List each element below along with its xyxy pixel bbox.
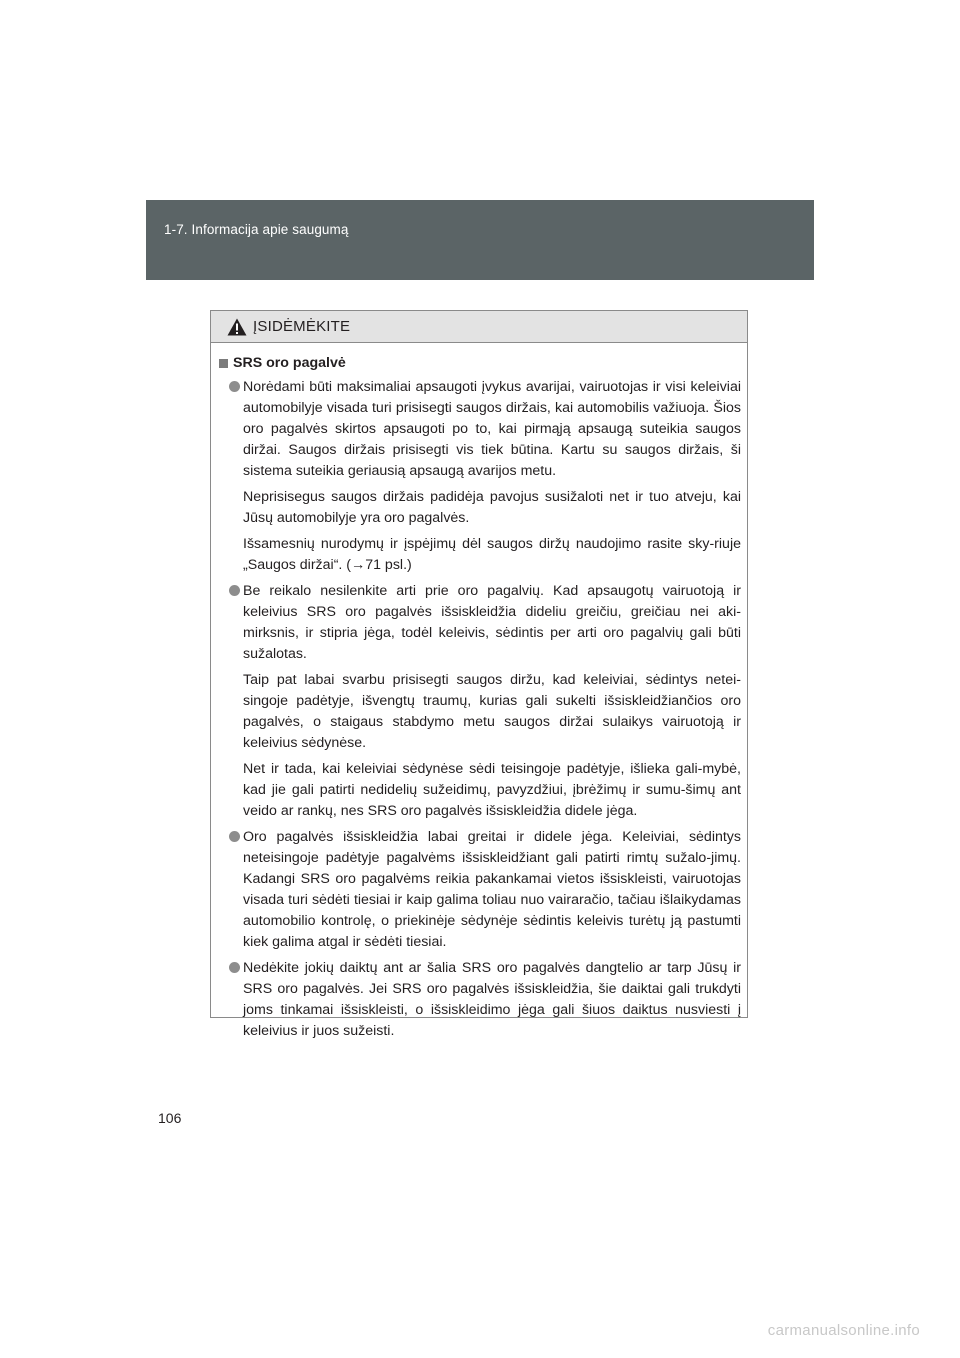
paragraph: Neprisisegus saugos diržais padidėja pavojus susižaloti net ir tuo atveju, kai Jūsų automobilyje yra oro pagalvės. <box>243 489 741 526</box>
page-number: 106 <box>158 1110 182 1126</box>
paragraph: Taip pat labai svarbu prisisegti saugos diržu, kad keleiviai, sėdintys netei-singoje padėtyje, išvengtų traumų, kurias gali sukelti išsiskleidžiančios oro pagalvės, o staigaus stabdymo metu saugos diržai sulaikys vairuotoją ir keleivius sėdynėse. <box>243 672 741 751</box>
caution-item <box>219 581 741 822</box>
paragraph: Be reikalo nesilenkite arti prie oro pagalvių. Kad apsaugotų vairuotoją ir keleivius SRS oro pagalvės išsiskleidžia dideliu greičiu, greičiau nei aki-mirksnis, ir stipria jėga, todėl keleivis, sėdintis per arti oro pagalvių gali būti sužalotas. <box>243 583 741 662</box>
watermark: carmanualsonline.info <box>767 1322 920 1339</box>
caution-topic-label: SRS oro pagalvė <box>233 355 346 371</box>
section-title: 1-7. Informacija apie saugumą <box>164 222 349 237</box>
paragraph: Nedėkite jokių daiktų ant ar šalia SRS oro pagalvės dangtelio ar tarp Jūsų ir SRS oro pagalvės. Jei SRS oro pagalvės išsiskleidžia, šie daiktai gali trukdyti joms tinkamai išsiskleisti, o išsiskleidimo jėga gali šiuos daiktus nusviesti į keleivius ir juos sužeisti. <box>243 960 741 1039</box>
round-bullet-icon <box>229 831 240 842</box>
section-header-band <box>146 200 814 280</box>
square-bullet-icon <box>219 359 228 368</box>
caution-title: ĮSIDĖMĖKITE <box>253 318 351 335</box>
paragraph: Norėdami būti maksimaliai apsaugoti įvykus avarijai, vairuotojas ir visi keleiviai automobilyje visada turi prisisegti saugos diržais, kai automobilis važiuoja. Šios oro pagalvės skirtos apsaugoti po to, kai pirmąją apsaugą suteikia saugos diržai. Saugos diržais prisisegti vis tiek būtina. Kartu su saugos diržais, ši sistema suteikia geriausią apsaugą avarijos metu. <box>243 379 741 479</box>
caution-body <box>211 343 747 1042</box>
caution-item <box>219 377 741 576</box>
caution-item <box>219 827 741 953</box>
warning-triangle-icon <box>227 318 247 336</box>
round-bullet-icon <box>229 381 240 392</box>
round-bullet-icon <box>229 962 240 973</box>
paragraph: Išsamesnių nurodymų ir įspėjimų dėl saugos diržų naudojimo rasite sky-riuje „Saugos diržai“. (→71 psl.) <box>243 536 741 573</box>
round-bullet-icon <box>229 585 240 596</box>
paragraph: Net ir tada, kai keleiviai sėdynėse sėdi teisingoje padėtyje, išlieka gali-mybė, kad jie gali patirti nedidelių sužeidimų, pavyzdžiui, įbrėžimų ir sumu-šimų ant veido ar rankų, nes SRS oro pagalvės išsiskleidžia didele jėga. <box>243 761 741 819</box>
caution-header <box>211 311 747 343</box>
caution-box <box>210 310 748 1039</box>
caution-topic <box>219 353 741 374</box>
caution-item <box>219 958 741 1042</box>
paragraph: Oro pagalvės išsiskleidžia labai greitai ir didele jėga. Keleiviai, sėdintys neteisingoje padėtyje pagalvėms išsiskleidžiant gali patirti rimtų sužalo-jimų. Kadangi SRS oro pagalvėms reikia pakankamai vietos išsiskleisti, vairuotojas visada turi sėdėti tiesiai ir kaip galima toliau nuo vairaračio, tačiau išlaikydamas automobilio kontrolę, o priekinėje sėdynėje sėdintis keleivis turėtų ją pastumti kiek galima atgal ir sėdėti tiesiai. <box>243 829 741 950</box>
